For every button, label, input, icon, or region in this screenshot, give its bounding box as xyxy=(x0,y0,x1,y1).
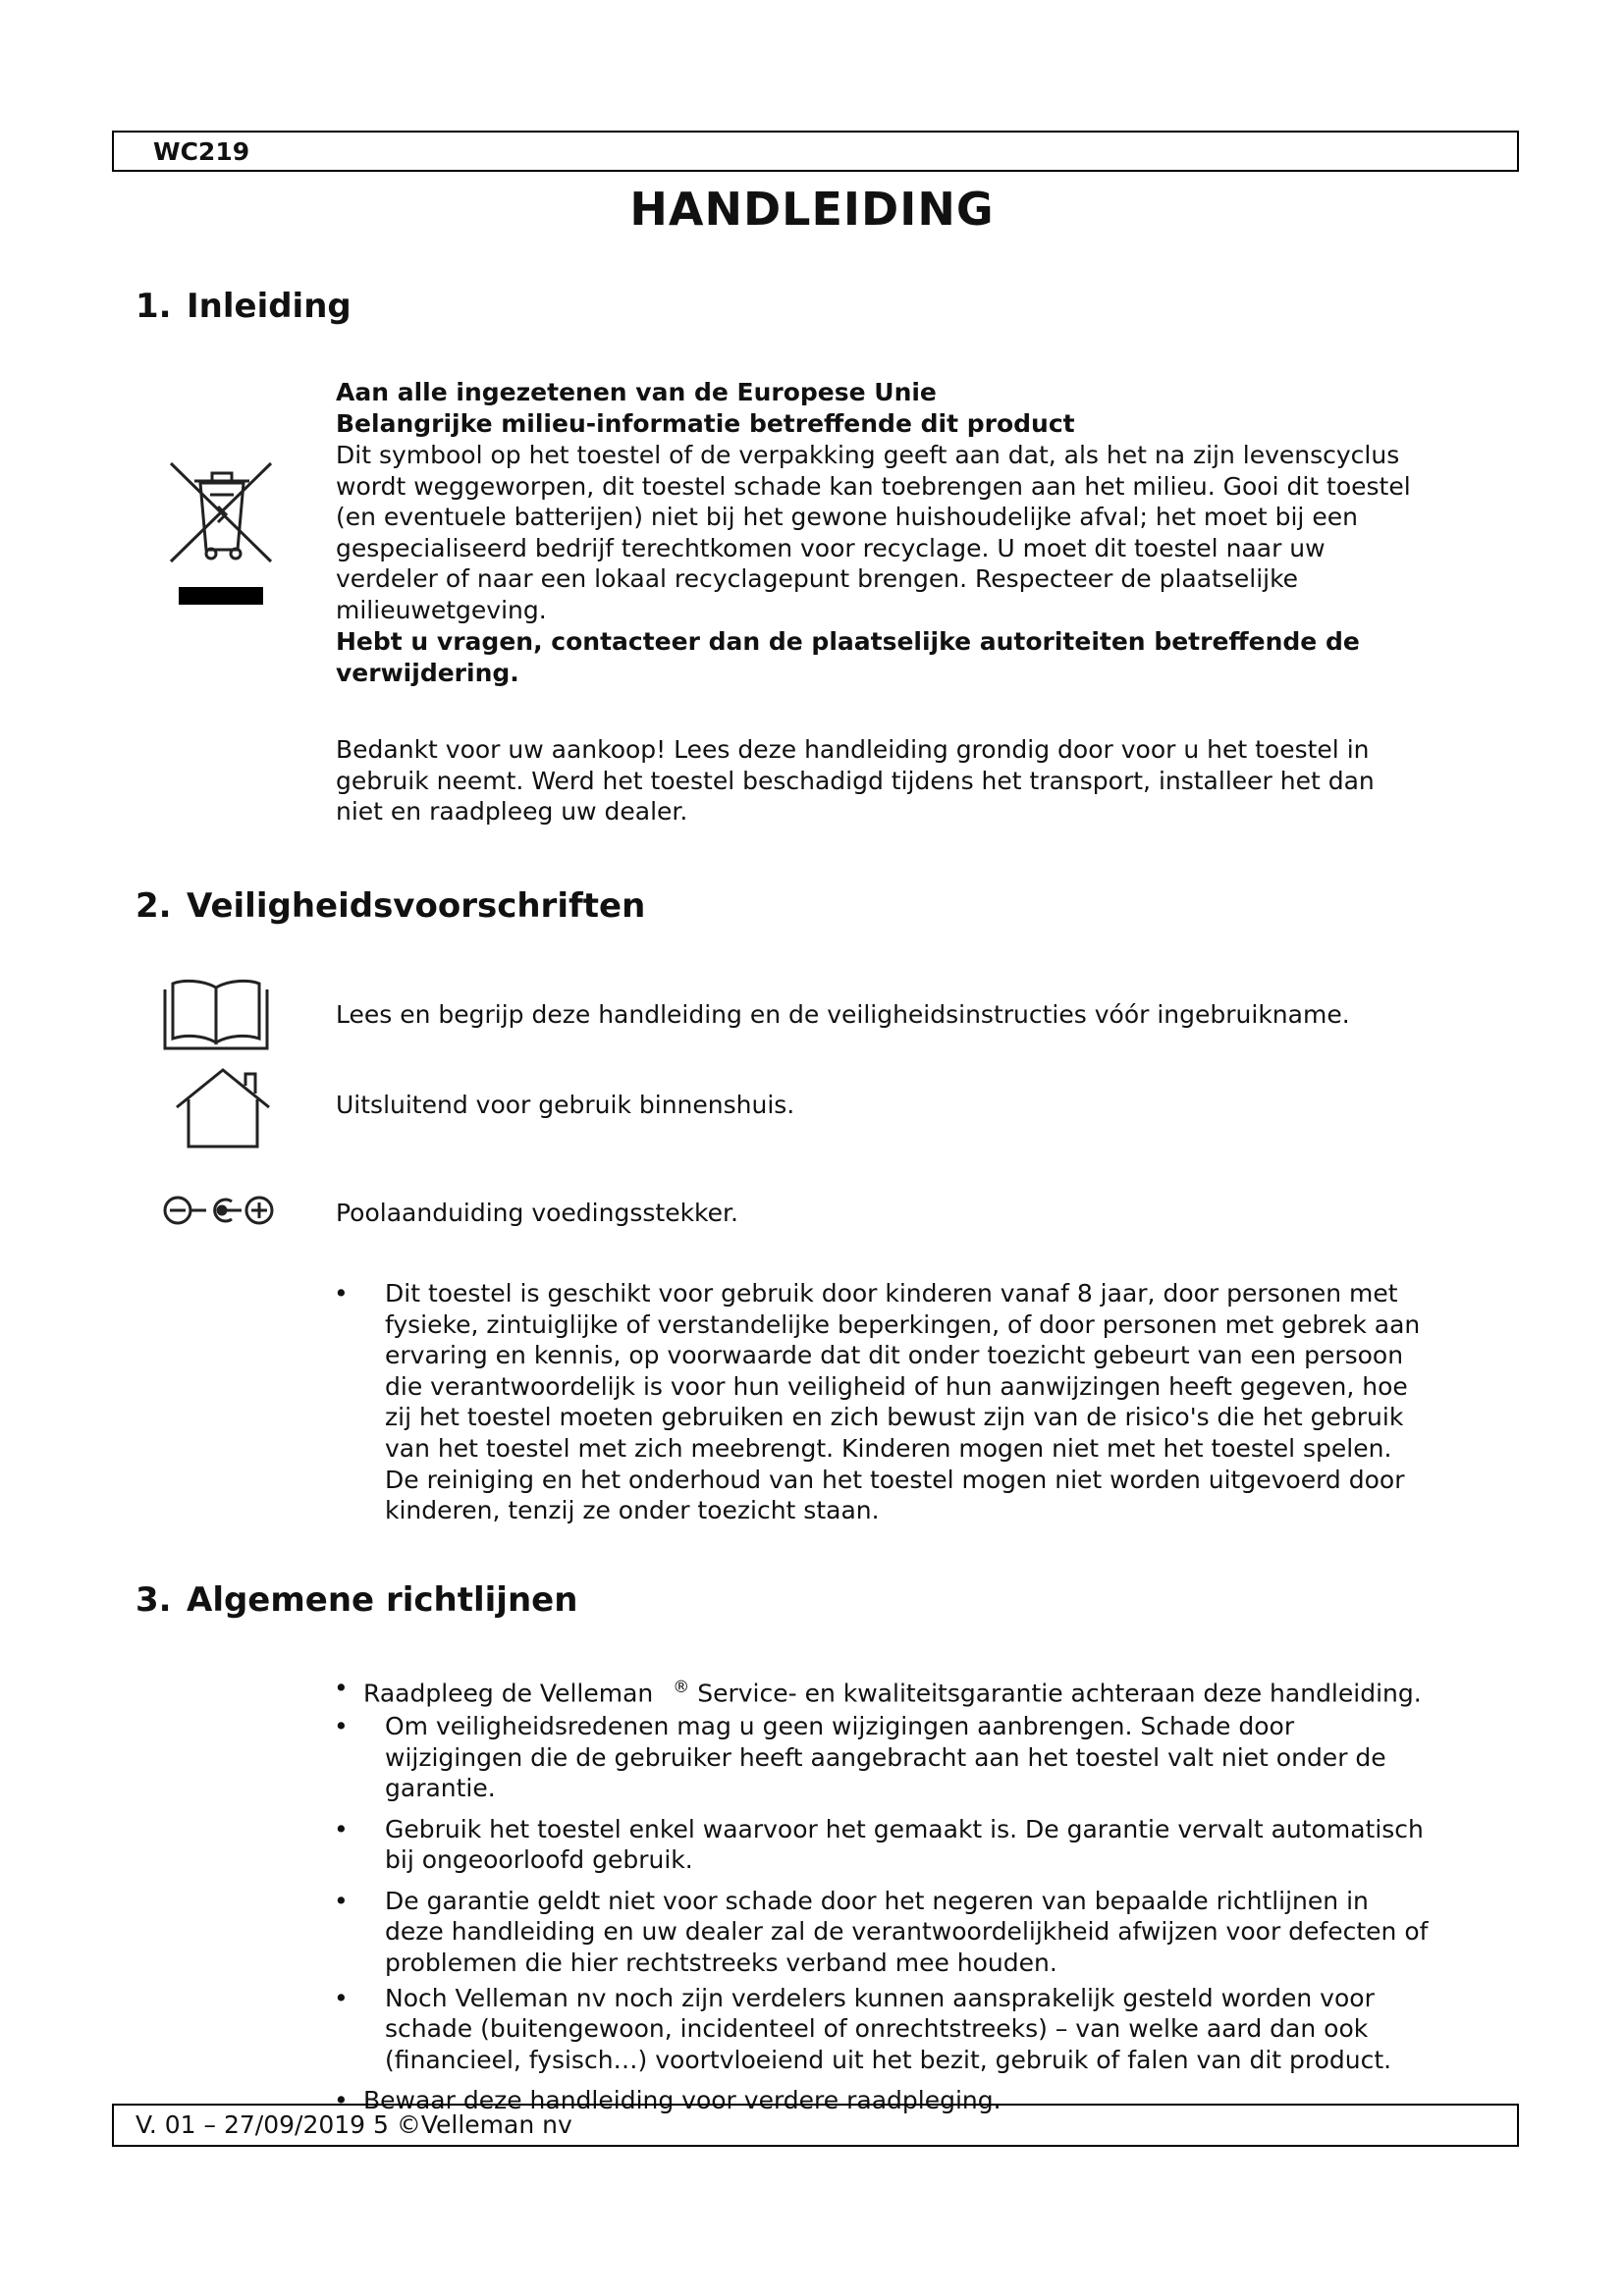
intro-body xyxy=(336,440,1494,626)
text-line: Bedankt voor uw aankoop! Lees deze handleiding grondig door voor u het toestel in xyxy=(336,735,1370,764)
text-line: Dit toestel is geschikt voor gebruik door kinderen vanaf 8 jaar, door personen met xyxy=(385,1279,1398,1308)
text-line: gespecialiseerd bedrijf terechtkomen voor recyclage. U moet dit toestel naar uw xyxy=(336,533,1326,562)
safety-symbol-polarity: Poolaanduiding voedingsstekker. xyxy=(336,1199,738,1227)
text-line: Hebt u vragen, contacteer dan de plaatselijke autoriteiten betreffende de xyxy=(336,627,1360,656)
registered-mark: ® xyxy=(673,1678,690,1697)
bullet-text xyxy=(334,1711,1492,1804)
text-line: verwijdering. xyxy=(336,658,519,687)
text-line: garantie. xyxy=(385,1774,496,1803)
section-heading-veiligheid xyxy=(135,886,645,926)
section-heading-inleiding xyxy=(135,287,352,326)
bullet-dot: • xyxy=(334,2086,349,2115)
text-line: kinderen, tenzij ze onder toezicht staan. xyxy=(385,1496,880,1525)
bullet-text xyxy=(334,1983,1492,2076)
text-fragment: Service- en kwaliteitsgarantie achteraan deze handleiding. xyxy=(697,1679,1422,1708)
safety-symbol-manual: Lees en begrijp deze handleiding en de veiligheidsinstructies vóór ingebruikname. xyxy=(336,1000,1350,1029)
product-code: WC219 xyxy=(153,137,250,166)
page-title: HANDLEIDING xyxy=(629,183,995,236)
header-box xyxy=(112,131,1519,172)
intro-heading-eu: Aan alle ingezetenen van de Europese Unie xyxy=(336,378,937,406)
bullet-dot: • xyxy=(334,1983,349,2012)
text-line: die verantwoordelijk is voor hun veiligheid of hun aanwijzingen heeft gegeven, hoe xyxy=(385,1371,1408,1401)
section-number: 1. xyxy=(135,287,172,326)
intro-questions xyxy=(336,626,1494,688)
text-line: milieuwetgeving. xyxy=(336,595,547,624)
text-line: schade (buitengewoon, incidenteel of onrechtstreeks) – van welke aard dan ook xyxy=(385,2014,1369,2044)
bullet-dot: • xyxy=(334,1886,349,1915)
text-line: (en eventuele batterijen) niet bij het gewone huishoudelijke afval; het moet bij een xyxy=(336,503,1358,532)
text-line: De reiniging en het onderhoud van het toestel mogen niet worden uitgevoerd door xyxy=(385,1465,1405,1494)
text-line: Dit symbool op het toestel of de verpakking geeft aan dat, als het na zijn levenscyclus xyxy=(336,441,1400,469)
text-line: wijzigingen die de gebruiker heeft aangebracht aan het toestel valt niet onder de xyxy=(385,1742,1386,1772)
section-number: 3. xyxy=(135,1580,172,1620)
text-line: Gebruik het toestel enkel waarvoor het gemaakt is. De garantie vervalt automatisch xyxy=(385,1814,1424,1843)
bullet-dot: • xyxy=(334,1711,349,1740)
text-line: bij ongeoorloofd gebruik. xyxy=(385,1845,693,1875)
text-line: deze handleiding en uw dealer zal de verantwoordelijkheid afwijzen voor defecten of xyxy=(385,1917,1429,1947)
footer-box xyxy=(112,2104,1519,2147)
section-number: 2. xyxy=(135,886,172,926)
list-item xyxy=(334,1886,1492,1979)
section-title: Inleiding xyxy=(187,287,352,326)
text-line: (financieel, fysisch…) voortvloeiend uit het bezit, gebruik of falen van dit product. xyxy=(385,2045,1392,2074)
polarity-icon xyxy=(161,1194,283,1227)
general-bullets xyxy=(334,1673,1492,2116)
text-line: zij het toestel moeten gebruiken en zich bewust zijn van de risico's die het gebruik xyxy=(385,1403,1404,1432)
text-line: fysieke, zintuiglijke of verstandelijke beperkingen, of door personen met gebrek aan xyxy=(385,1309,1421,1339)
safety-symbol-indoor: Uitsluitend voor gebruik binnenshuis. xyxy=(336,1091,795,1119)
indoor-house-icon xyxy=(173,1064,273,1150)
text-line: ervaring en kennis, op voorwaarde dat dit onder toezicht gebeurt van een persoon xyxy=(385,1341,1404,1370)
text-line: De garantie geldt niet voor schade door het negeren van bepaalde richtlijnen in xyxy=(385,1886,1369,1915)
bullet-text xyxy=(334,1673,1492,1709)
text-fragment: Raadpleeg de Velleman xyxy=(363,1679,654,1708)
section-title: Algemene richtlijnen xyxy=(187,1580,578,1620)
list-item xyxy=(334,1983,1492,2076)
text-line: wordt weggeworpen, dit toestel schade kan toebrengen aan het milieu. Gooi dit toestel xyxy=(336,471,1411,501)
bullet-dot: • xyxy=(334,1674,349,1702)
list-item xyxy=(334,1278,1492,1526)
bullet-dot: • xyxy=(334,1814,349,1843)
text-line: problemen die hier rechtstreeks verband mee houden. xyxy=(385,1949,1057,1978)
bullet-dot: • xyxy=(334,1279,349,1308)
intro-thanks xyxy=(336,734,1494,828)
bullet-text: Bewaar deze handleiding voor verdere raadpleging. xyxy=(363,2086,1001,2115)
text-line: van het toestel met zich meebrengt. Kinderen mogen niet met het toestel spelen. xyxy=(385,1433,1392,1463)
bullet-text xyxy=(334,1814,1492,1876)
bullet-text xyxy=(334,1278,1492,1526)
intro-heading-environment: Belangrijke milieu-informatie betreffende dit product xyxy=(336,409,1075,438)
safety-bullets xyxy=(334,1278,1492,1526)
section-heading-richtlijnen xyxy=(135,1580,577,1620)
list-item xyxy=(334,1814,1492,1876)
text-line: verdeler of naar een lokaal recyclagepunt brengen. Respecteer de plaatselijke xyxy=(336,564,1299,594)
footer-version: V. 01 – 27/09/2019 5 ©Velleman nv xyxy=(135,2110,572,2139)
text-line: Noch Velleman nv noch zijn verdelers kunnen aansprakelijk gesteld worden voor xyxy=(385,1983,1375,2012)
section-title: Veiligheidsvoorschriften xyxy=(187,886,646,926)
list-item xyxy=(334,1673,1492,1709)
text-line: niet en raadpleeg uw dealer. xyxy=(336,797,688,827)
text-line: gebruik neemt. Werd het toestel beschadigd tijdens het transport, installeer het dan xyxy=(336,766,1375,795)
weee-crossed-bin-icon xyxy=(167,459,277,607)
list-item xyxy=(334,1711,1492,1804)
bullet-text xyxy=(334,1886,1492,1979)
manual-book-icon xyxy=(157,974,275,1054)
text-line: Om veiligheidsredenen mag u geen wijzigingen aanbrengen. Schade door xyxy=(385,1711,1295,1740)
